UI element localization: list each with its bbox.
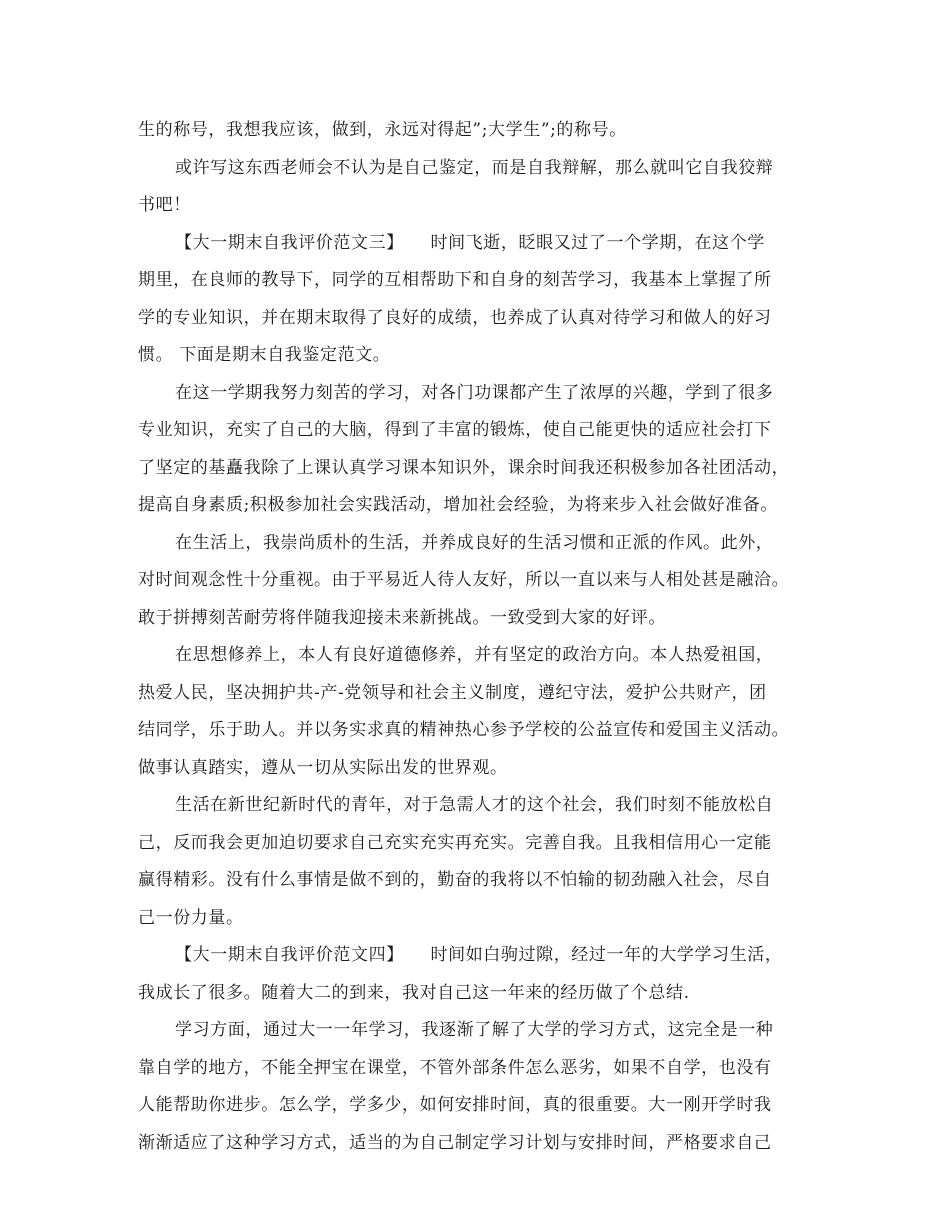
text-line: 学习方面，通过大一一年学习，我逐渐了解了大学的学习方式，这完全是一种 <box>175 1020 774 1040</box>
text-line: 【大一期末自我评价范文三】 时间飞逝，眨眼又过了一个学期，在这个学 <box>175 232 765 253</box>
text-line: 己，反而我会更加迫切要求自己充实充实再充实。完善自我。且我相信用心一定能 <box>138 832 772 853</box>
text-line: 或许写这东西老师会不认为是自己鉴定，而是自我辩解，那么就叫它自我狡辩 <box>175 157 774 178</box>
text-line: 书吧！ <box>138 195 191 215</box>
text-line: 了坚定的基矗我除了上课认真学习课本知识外，课余时间我还积极参加各社团活动， <box>138 457 790 478</box>
text-line: 人能帮助你进步。怎么学，学多少，如何安排时间，真的很重要。大一刚开学时我 <box>138 1095 772 1115</box>
text-line: 己一份力量。 <box>138 907 244 928</box>
text-line: 做事认真踏实，遵从一切从实际出发的世界观。 <box>138 757 508 778</box>
text-line: 惯。 下面是期末自我鉴定范文。 <box>138 345 391 365</box>
text-line: 学的专业知识，并在期末取得了良好的成绩，也养成了认真对待学习和做人的好习 <box>138 307 772 328</box>
text-line: 赢得精彩。没有什么事情是做不到的，勤奋的我将以不怕输的韧劲融入社会，尽自 <box>138 870 772 890</box>
text-line: 在思想修养上，本人有良好道德修养，并有坚定的政治方向。本人热爱祖国， <box>175 645 774 665</box>
text-line: 提高自身素质;积极参加社会实践活动，增加社会经验，为将来步入社会做好准备。 <box>138 495 778 515</box>
text-line: 靠自学的地方，不能全押宝在课堂，不管外部条件怎么恶劣，如果不自学，也没有 <box>138 1057 772 1078</box>
text-line: 我成长了很多。随着大二的到来，我对自己这一年来的经历做了个总结. <box>138 982 690 1003</box>
text-line: 生的称号，我想我应该，做到，永远对得起”;大学生”;的称号。 <box>138 120 627 140</box>
text-line: 在生活上，我崇尚质朴的生活，并养成良好的生活习惯和正派的作风。此外， <box>175 532 774 553</box>
document-body <box>138 112 828 1162</box>
text-line: 【大一期末自我评价范文四】 时间如白驹过隙，经过一年的大学学习生活， <box>175 945 783 965</box>
text-line: 期里，在良师的教导下，同学的互相帮助下和自身的刻苦学习，我基本上掌握了所 <box>138 270 772 290</box>
text-line: 热爱人民，坚决拥护共-产-党领导和社会主义制度，遵纪守法，爱护公共财产，团 <box>138 682 767 703</box>
text-line: 生活在新世纪新时代的青年，对于急需人才的这个社会，我们时刻不能放松自 <box>175 795 774 815</box>
text-line: 渐渐适应了这种学习方式，适当的为自己制定学习计划与安排时间，严格要求自己 <box>138 1132 772 1153</box>
text-line: 专业知识，充实了自己的大脑，得到了丰富的锻炼，使自己能更快的适应社会打下 <box>138 420 772 440</box>
text-line: 在这一学期我努力刻苦的学习，对各门功课都产生了浓厚的兴趣，学到了很多 <box>175 382 774 403</box>
text-line: 敢于拼搏刻苦耐劳将伴随我迎接未来新挑战。一致受到大家的好评。 <box>138 607 666 628</box>
text-line: 对时间观念性十分重视。由于平易近人待人友好，所以一直以来与人相处甚是融洽。 <box>138 570 790 590</box>
text-line: 结同学，乐于助人。并以务实求真的精神热心参予学校的公益宣传和爱国主义活动。 <box>138 720 790 740</box>
